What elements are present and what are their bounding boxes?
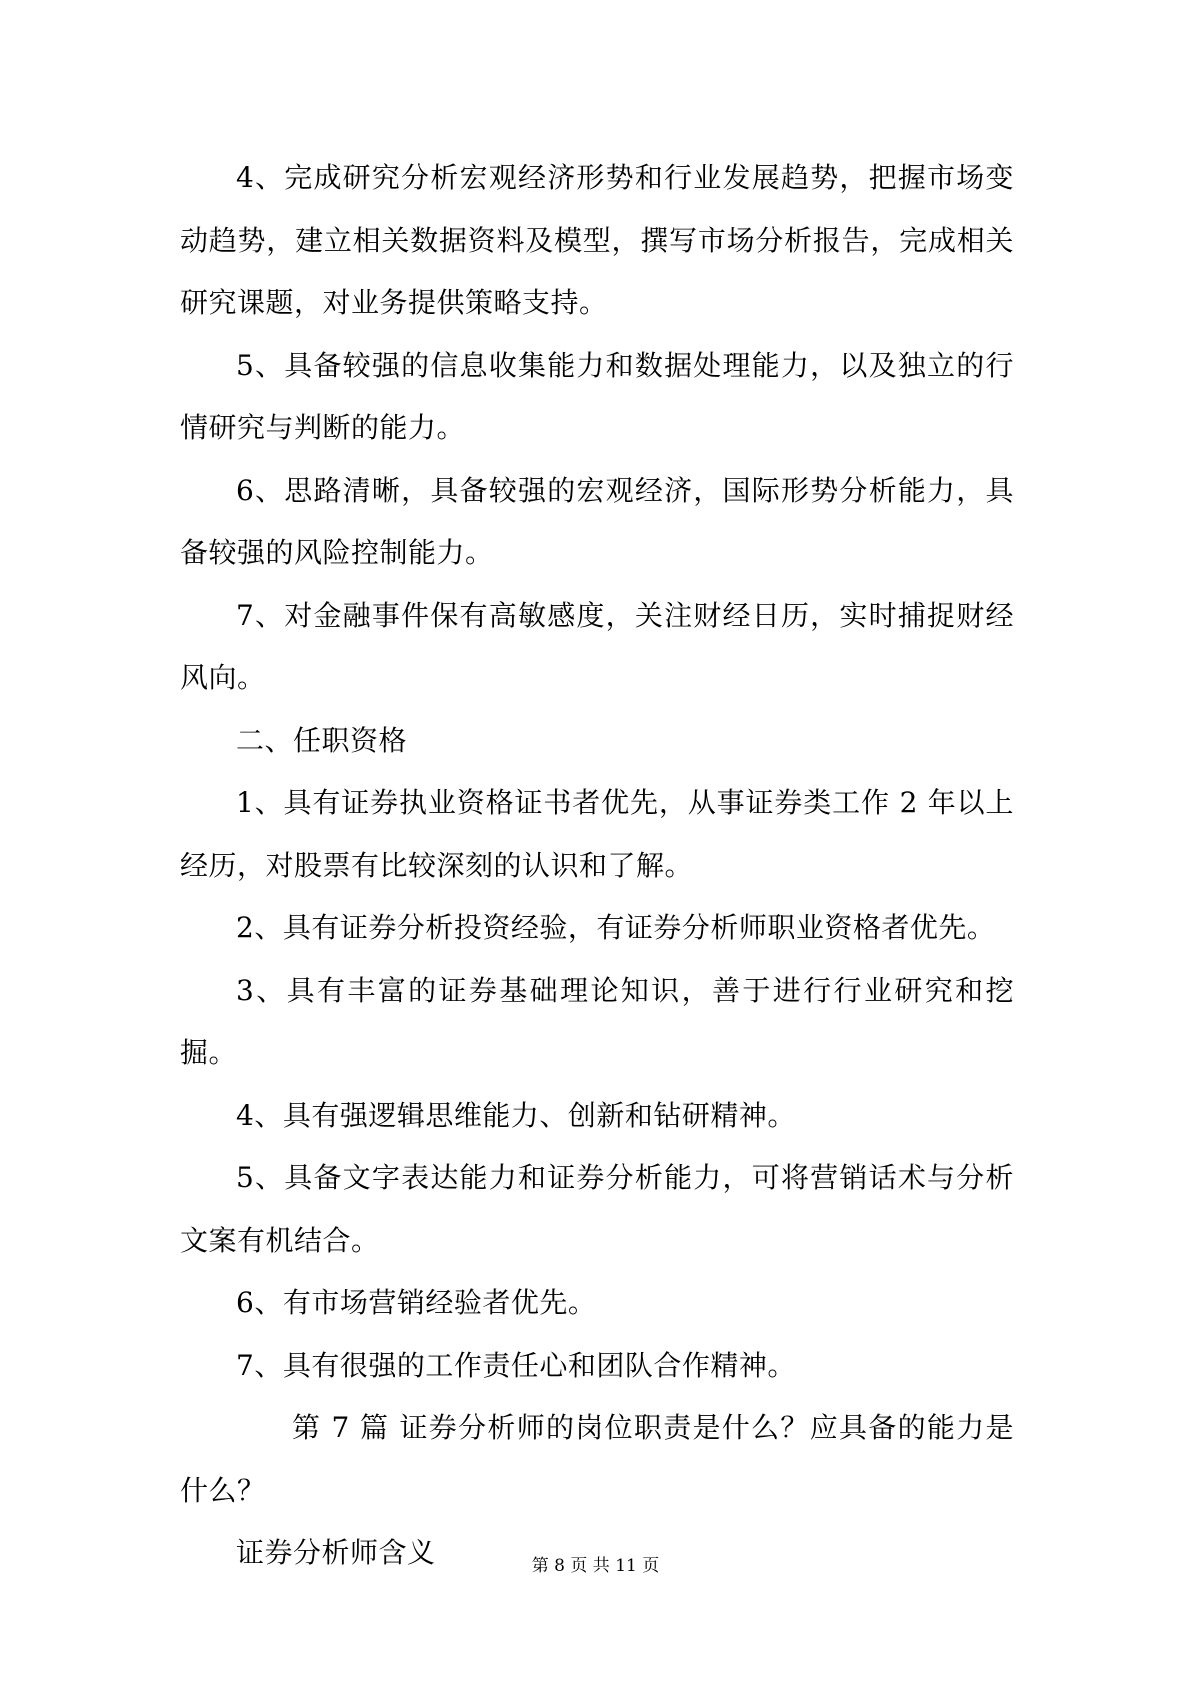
- paragraph-duty-6: 6、思路清晰，具备较强的宏观经济，国际形势分析能力，具备较强的风险控制能力。: [180, 473, 1014, 569]
- paragraph-duty-5: 5、具备较强的信息收集能力和数据处理能力，以及独立的行情研究与判断的能力。: [180, 348, 1014, 444]
- paragraph-qualification-7: 7、具有很强的工作责任心和团队合作精神。: [236, 1348, 796, 1382]
- paragraph-qualification-6: 6、有市场营销经验者优先。: [236, 1286, 597, 1319]
- paragraph-qualification-4: 4、具有强逻辑思维能力、创新和钻研精神。: [236, 1098, 796, 1132]
- article-7-title: 第 7 篇 证券分析师的岗位职责是什么？应具备的能力是什么？: [180, 1411, 1014, 1507]
- document-body: [180, 147, 1014, 1585]
- page-number-footer: 第 8 页 共 11 页: [531, 1556, 660, 1576]
- paragraph-qualification-1: 1、具有证券执业资格证书者优先，从事证券类工作 2 年以上经历，对股票有比较深刻的认识和了解。: [180, 786, 1014, 882]
- paragraph-qualification-2: 2、具有证券分析投资经验，有证券分析师职业资格者优先。: [236, 911, 996, 944]
- paragraph-duty-7: 7、对金融事件保有高敏感度，关注财经日历，实时捕捉财经风向。: [180, 598, 1014, 694]
- paragraph-qualification-3: 3、具有丰富的证券基础理论知识，善于进行行业研究和挖掘。: [180, 973, 1014, 1069]
- subheading-definition: 证券分析师含义: [236, 1536, 436, 1569]
- paragraph-qualification-5: 5、具备文字表达能力和证券分析能力，可将营销话术与分析文案有机结合。: [180, 1161, 1014, 1257]
- section-heading-qualifications: 二、任职资格: [236, 723, 408, 757]
- paragraph-duty-4: 4、完成研究分析宏观经济形势和行业发展趋势，把握市场变动趋势，建立相关数据资料及模型，撰写市场分析报告，完成相关研究课题，对业务提供策略支持。: [180, 161, 1014, 319]
